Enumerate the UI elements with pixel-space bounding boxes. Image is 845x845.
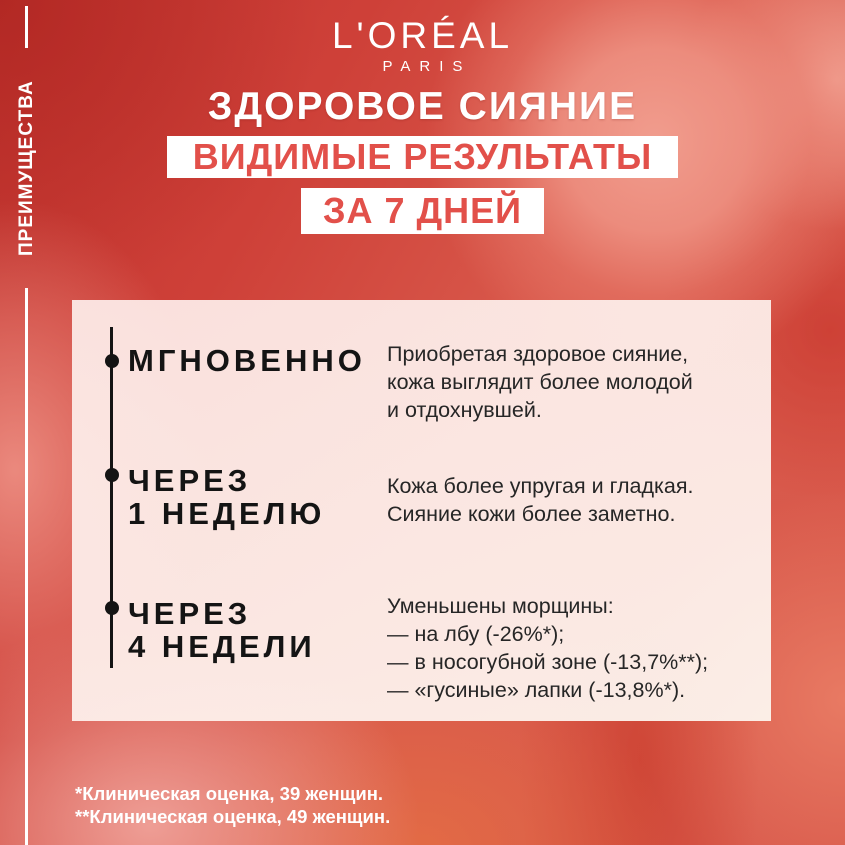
- timeline-body-week4: [387, 592, 708, 704]
- footnote-2: **Клиническая оценка, 49 женщин.: [75, 806, 391, 827]
- body-line: кожа выглядит более молодой: [387, 370, 693, 394]
- timeline-bullet-instant: [105, 354, 119, 368]
- timeline-heading-instant: [128, 344, 366, 377]
- body-line: Кожа более упругая и гладкая.: [387, 474, 694, 498]
- body-line: Сияние кожи более заметно.: [387, 502, 676, 526]
- brand-city: PARIS: [382, 58, 472, 75]
- heading-line: 1 НЕДЕЛЮ: [128, 496, 326, 531]
- footnotes: [75, 782, 390, 828]
- body-line: — на лбу (-26%*);: [387, 622, 565, 646]
- benefits-card: [72, 300, 771, 721]
- heading-line: 4 НЕДЕЛИ: [128, 629, 316, 664]
- timeline-bullet-week1: [105, 468, 119, 482]
- page-title: ЗДОРОВОЕ СИЯНИЕ: [207, 85, 638, 128]
- results-banner: ВИДИМЫЕ РЕЗУЛЬТАТЫ: [167, 136, 679, 178]
- benefits-label: ПРЕИМУЩЕСТВА: [16, 80, 37, 256]
- body-line: Уменьшены морщины:: [387, 594, 614, 618]
- body-line: — «гусиные» лапки (-13,8%*).: [387, 678, 686, 702]
- brand-name: L'ORÉAL: [331, 15, 514, 56]
- body-line: — в носогубной зоне (-13,7%**);: [387, 650, 709, 674]
- timeline-line: [110, 327, 113, 668]
- timeline-heading-week1: [128, 464, 325, 530]
- days-banner: ЗА 7 ДНЕЙ: [301, 188, 544, 234]
- heading-line: МГНОВЕННО: [128, 343, 366, 378]
- footnote-1: *Клиническая оценка, 39 женщин.: [75, 783, 384, 804]
- body-line: Приобретая здоровое сияние,: [387, 342, 689, 366]
- heading-line: ЧЕРЕЗ: [128, 596, 252, 631]
- body-line: и отдохнувшей.: [387, 398, 542, 422]
- loreal-logo: [332, 16, 513, 76]
- heading-line: ЧЕРЕЗ: [128, 463, 252, 498]
- rail-line-bottom: [25, 288, 28, 845]
- timeline-body-instant: [387, 340, 693, 424]
- timeline-body-week1: [387, 472, 693, 528]
- timeline-bullet-week4: [105, 601, 119, 615]
- timeline-heading-week4: [128, 597, 316, 663]
- header: [0, 0, 845, 234]
